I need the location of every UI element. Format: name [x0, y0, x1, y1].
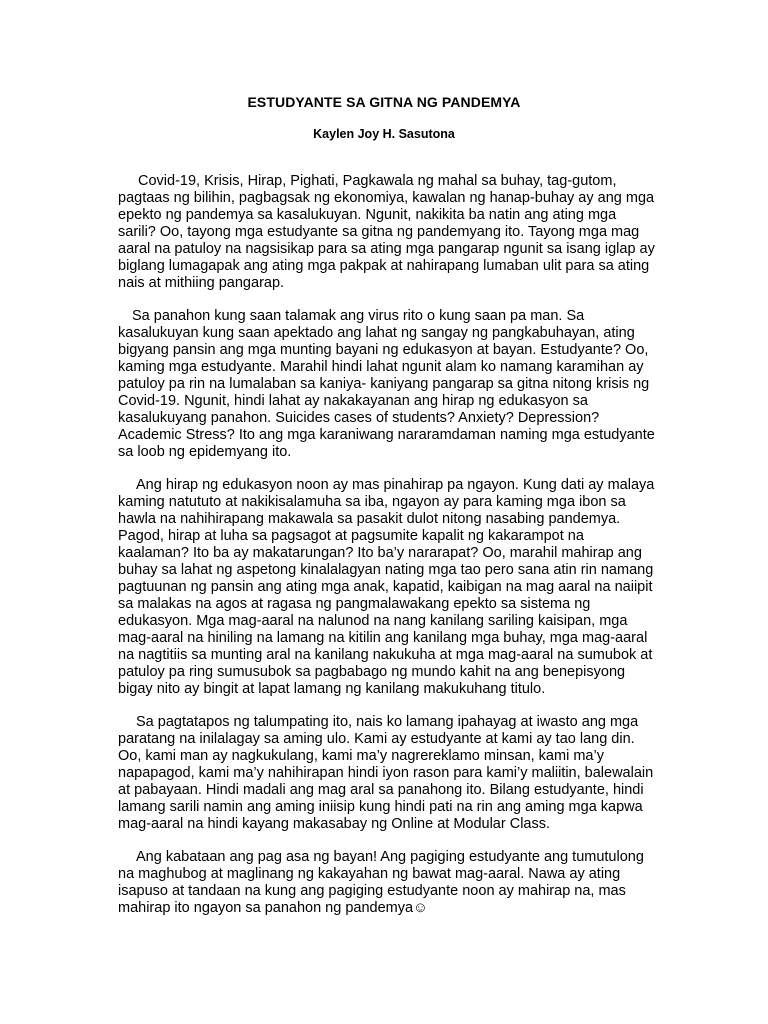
paragraph-2: Sa panahon kung saan talamak ang virus rito o kung saan pa man. Sa kasalukuyan kung saan apektado ang lahat ng sangay ng pangkabuhayan, ating bigyang pansin ang mga munting bayani ng edukasyon at bayan. Estudyante? Oo, kaming mga estudyante. Marahil hindi lahat ngunit alam ko namang karamihan ay patuloy pa rin na lumalaban sa kaniya- kaniyang pangarap sa gitna nitong krisis ng Covid-19. Ngunit, hindi lahat ay nakakayanan ang hirap ng edukasyon sa kasalukuyang panahon. Suicides cases of students? Anxiety? Depression? Academic Stress? Ito ang mga karaniwang nararamdaman naming mga estudyante sa loob ng epidemyang ito. — [118, 308, 655, 460]
paragraph-5: Ang kabataan ang pag asa ng bayan! Ang pagiging estudyante ang tumutulong na maghubog at maglinang ng kakayahan ng bawat mag-aaral. Nawa ay ating isapuso at tandaan na kung ang pagiging estudyante noon ay mahirap na, mas mahirap ito ngayon sa panahon ng pandemya☺ — [118, 849, 644, 916]
paragraph-4: Sa pagtatapos ng talumpating ito, nais ko lamang ipahayag at iwasto ang mga paratang na inilalagay sa aming ulo. Kami ay estudyante at kami ay tao lang din. Oo, kami man ay nagkukulang, kami ma’y nagrereklamo minsan, kami ma’y napapagod, kami ma’y nahihirapan hindi iyon rason para kami’y maliitin, balewalain at pabayaan. Hindi madali ang mag aral sa panahong ito. Bilang estudyante, hindi lamang sarili namin ang aming iniisip kung hindi pati na rin ang aming mga kapwa mag-aaral na hindi kayang makasabay ng Online at Modular Class. — [118, 714, 654, 832]
paragraph-1: Covid-19, Krisis, Hirap, Pighati, Pagkawala ng mahal sa buhay, tag-gutom, pagtaas ng bilihin, pagbagsak ng ekonomiya, kawalan ng hanap-buhay ay ang mga epekto ng pandemya sa kasalukuyan. Ngunit, nakikita ba natin ang ating mga sarili? Oo, tayong mga estudyante sa gitna ng pandemyang ito. Tayong mga mag aaral na patuloy na nagsisikap para sa ating mga pangarap ngunit sa isang iglap ay biglang lumagapak ang ating mga pakpak at nahirapang lumaban ulit para sa ating nais at mithiing pangarap. — [118, 173, 655, 291]
paragraph-3: Ang hirap ng edukasyon noon ay mas pinahirap pa ngayon. Kung dati ay malaya kaming natututo at nakikisalamuha sa iba, ngayon ay para kaming mga ibon sa hawla na nahihirapang makawala sa pasakit dulot nitong nasabing pandemya. Pagod, hirap at luha sa pagsagot at pagsumite kapalit ng kakarampot na kaalaman? Ito ba ay makatarungan? Ito ba’y nararapat? Oo, marahil mahirap ang buhay sa lahat ng aspetong kinalalagyan nating mga tao pero sana atin rin namang pagtuunan ng pansin ang ating mga anak, kapatid, kaibigan na mag aaral na naiipit sa malakas na agos at ragasa ng pangmalawakang epekto sa sistema ng edukasyon. Mga mag-aaral na nalunod na nang kanilang sariling kaisipan, mga mag-aaral na hiniling na lamang na kitilin ang kanilang mga buhay, mga mag-aaral na nagtitiis sa munting aral na kanilang nakukuha at mga mag-aaral na sumubok at patuloy pa ring sumusubok sa pagbabago ng mundo kahit na ang benepisyong bigay nito ay bingit at lapat lamang ng kanilang makukuhang titulo. — [118, 477, 655, 697]
essay-body — [118, 173, 656, 933]
document-title: ESTUDYANTE SA GITNA NG PANDEMYA — [247, 94, 521, 110]
author-name: Kaylen Joy H. Sasutona — [313, 127, 455, 141]
